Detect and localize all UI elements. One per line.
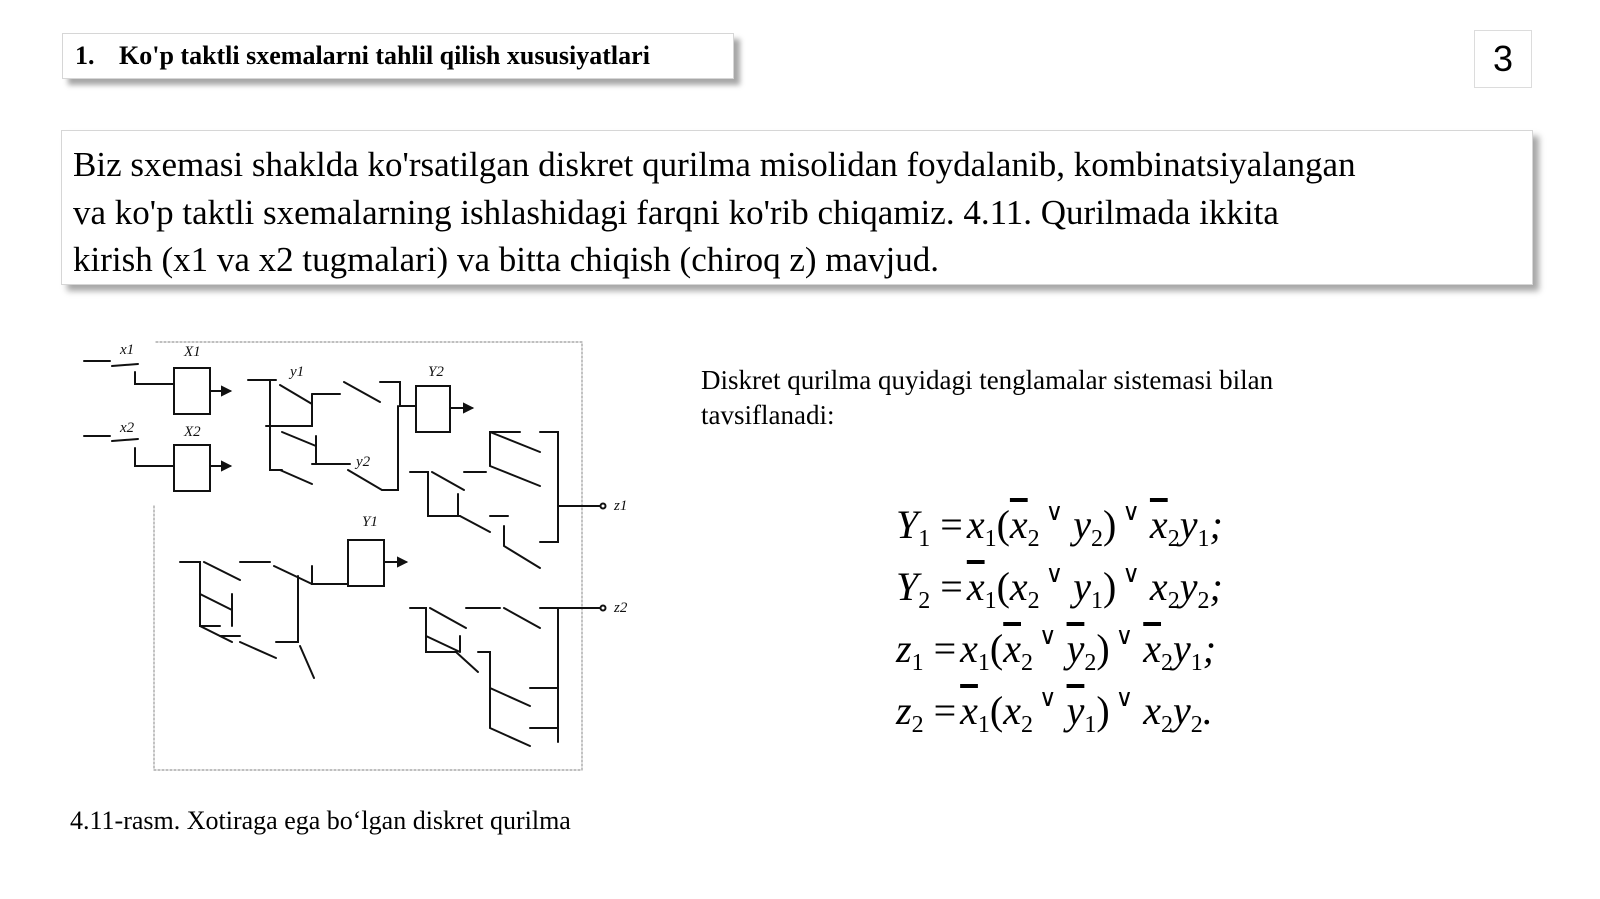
equation-Y1: $Y_1 = x_1(\overline{x}_2^\vee$ $y_2$) ∨ $\overline{x}_2y_1$;	[896, 500, 1223, 552]
label-x2-input: x2	[120, 420, 135, 436]
figure-caption: 4.11-rasm. Xotiraga ega bo‘lgan diskret qurilma	[70, 806, 571, 835]
label-x1-input: x1	[120, 342, 135, 358]
equation-system	[896, 482, 1223, 738]
equations-description	[701, 363, 1401, 433]
label-X1: X1	[184, 344, 201, 360]
label-Y2: Y2	[428, 364, 444, 380]
equation-z2: $z_2 = \overline{x}_1(x_2^\vee$ $\overline{y}_1$) ∨ $x_2y_2$.	[896, 686, 1213, 738]
intro-line: va ko'p taktli sxemalarning ishlashidagi farqni ko'rib chiqamiz. 4.11. Qurilmada ikkita	[73, 192, 1279, 232]
equation-z1: $z_1 = x_1(\overline{x}_2^\vee$ $\overline{y}_2$) ∨ $\overline{x}_2y_1$;	[896, 624, 1217, 676]
circuit-diagram	[80, 336, 640, 776]
intro-line: kirish (x1 va x2 tugmalari) va bitta chiqish (chiroq z) mavjud.	[73, 240, 940, 279]
page-number: 3	[1474, 30, 1532, 88]
intro-line: Biz sxemasi shaklda ko'rsatilgan diskret qurilma misolidan foydalanib, kombinatsiyalangan	[73, 145, 1356, 184]
slide-title	[62, 33, 734, 79]
label-y2: y2	[356, 454, 371, 470]
label-z2: z2	[614, 600, 628, 616]
label-y1: y1	[290, 364, 305, 380]
label-Y1: Y1	[362, 514, 378, 530]
description-line: tavsiflanadi:	[701, 400, 835, 430]
title-text: Ko'p taktli sxemalarni tahlil qilish xususiyatlari	[119, 41, 650, 70]
equation-Y2: $Y_2 = \overline{x}_1(x_2^\vee$ $y_1$) ∨ $x_2y_2$;	[896, 562, 1223, 614]
label-z1: z1	[614, 498, 628, 514]
description-line: Diskret qurilma quyidagi tenglamalar sistemasi bilan	[701, 365, 1274, 395]
intro-paragraph	[61, 130, 1533, 285]
title-number: 1.	[75, 41, 95, 70]
label-X2: X2	[184, 424, 201, 440]
